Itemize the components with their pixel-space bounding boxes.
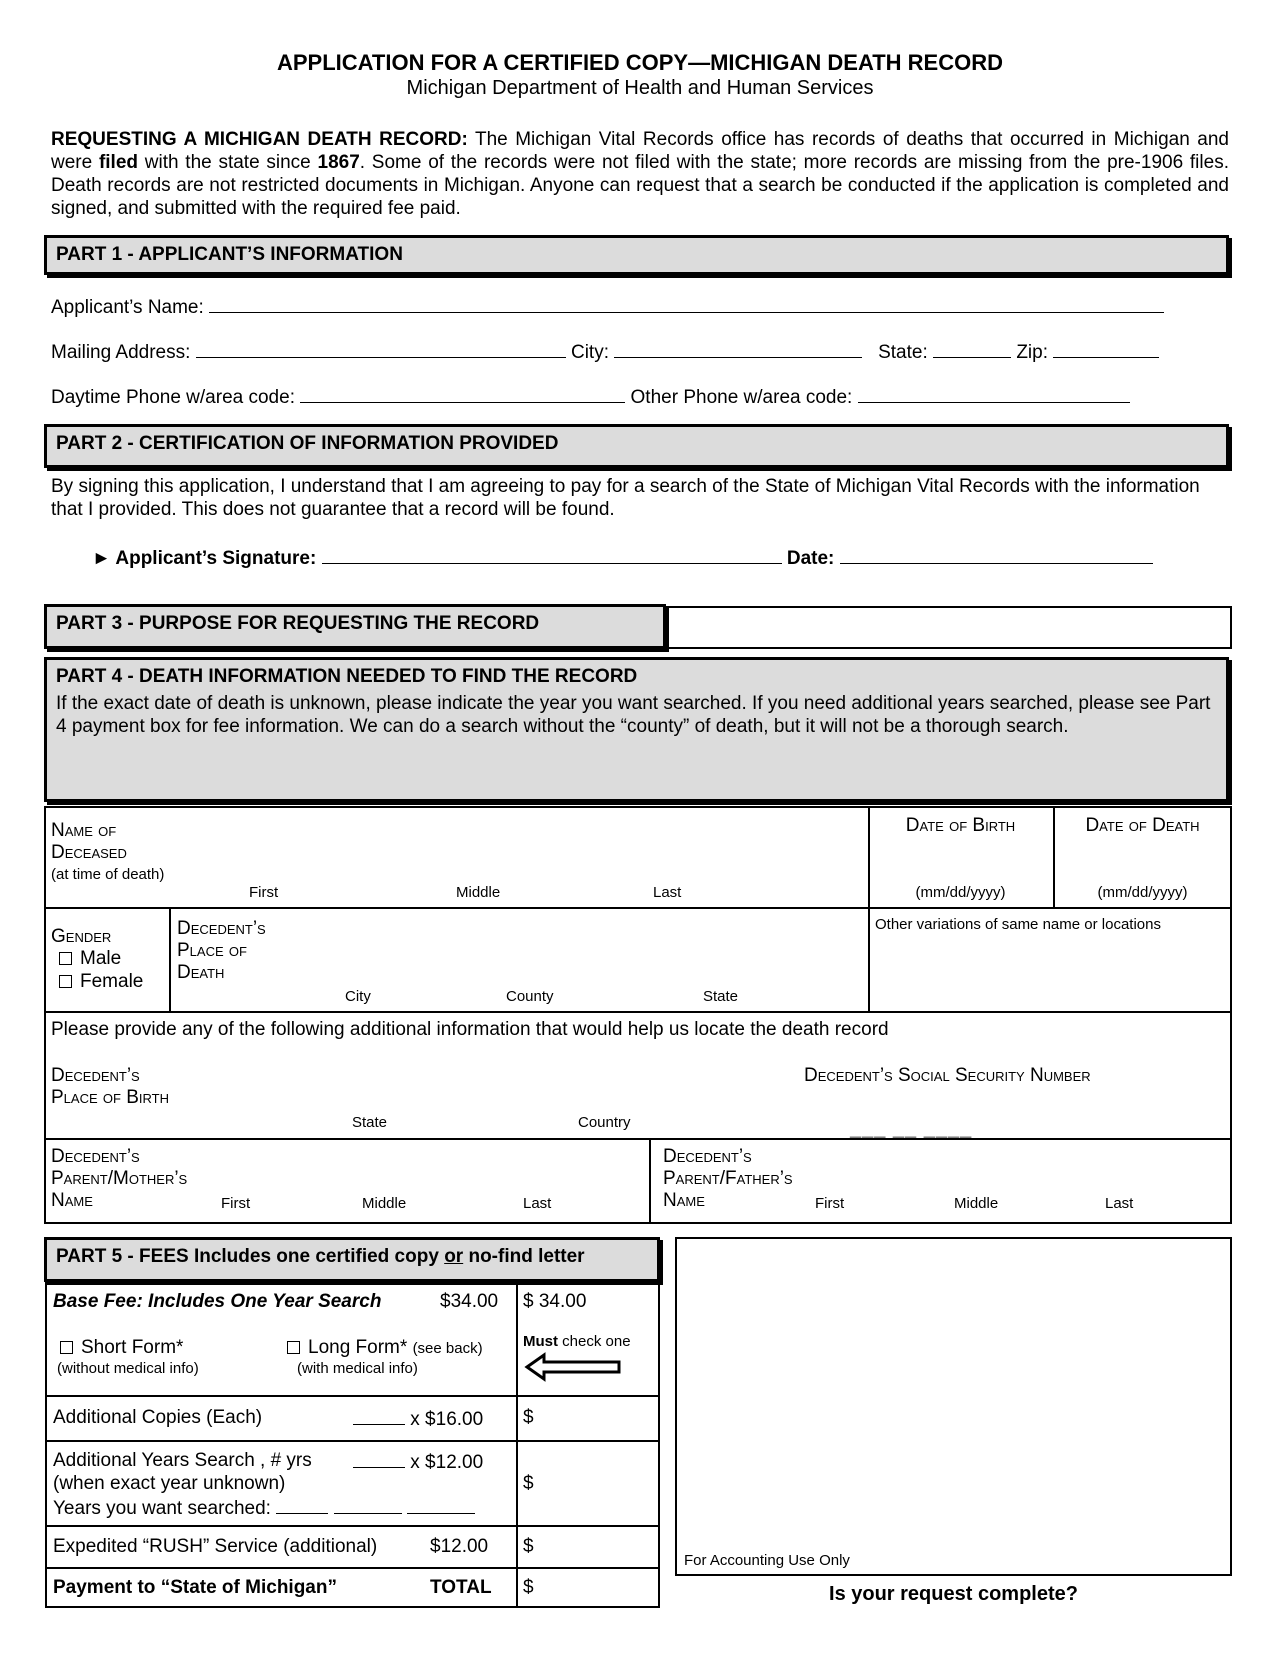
arrow-left-icon [524,1352,622,1382]
label: TOTAL [430,1577,492,1598]
label: Last [653,884,682,901]
part1-header: PART 1 - APPLICANT’S INFORMATION [44,235,1229,275]
label: check one [558,1333,631,1350]
copies-amount[interactable]: $ [523,1407,534,1428]
label: Zip: [1016,342,1048,363]
label: Decedent’s [177,918,266,939]
label: Middle [456,884,501,901]
address-row[interactable] [51,340,1159,364]
accounting-label: For Accounting Use Only [684,1552,850,1569]
label: Country [578,1114,631,1131]
label: Female [80,971,144,992]
intro-year: 1867 [317,152,360,173]
label: First [815,1195,845,1212]
checkbox-icon [59,975,72,988]
label: City [345,988,371,1005]
page-title: APPLICATION FOR A CERTIFIED COPY—MICHIGAN DEATH RECORD [277,50,1003,75]
place-of-birth-field[interactable] [51,1065,169,1109]
rush-amount[interactable]: $ [523,1536,534,1557]
label: (without medical info) [57,1360,199,1377]
label: Place of [177,940,247,961]
label: Middle [362,1195,407,1212]
part3-header: PART 3 - PURPOSE FOR REQUESTING THE RECORD [44,604,666,649]
female-checkbox[interactable] [59,971,143,993]
label: Includes one certified copy [188,1246,445,1267]
part4-title: PART 4 - DEATH INFORMATION NEEDED TO FIND THE RECORD [56,666,638,687]
mother-name-field[interactable] [51,1146,187,1212]
purpose-field[interactable] [665,606,1232,649]
label: Short Form* [81,1337,184,1358]
label: Years you want searched: [53,1498,271,1519]
label: Mailing Address: [51,342,191,363]
label: City: [570,342,609,363]
label: Must [523,1333,558,1350]
label: (with medical info) [297,1360,418,1377]
intro-lead: REQUESTING A MICHIGAN DEATH RECORD: [51,129,468,150]
intro-filed: filed [98,152,138,173]
intro-text: . Some of the records were not filed with the state; more records are missing from the pre-1906 files. Death records are not restricted documents in Michigan. Anyone can request that a search be conducted if the application is completed and signed, and submitted with the required fee paid. [51,152,1229,219]
label: Name [51,1190,93,1211]
label: Name of [51,820,117,841]
label: Applicant’s Name: [51,297,204,318]
label: ► Applicant’s Signature: [92,548,317,569]
label: State [352,1114,388,1131]
label: x $16.00 [410,1409,484,1430]
label: Last [1105,1195,1134,1212]
page-subtitle: Michigan Department of Health and Human Services [406,77,874,99]
label: Decedent’s [51,1146,140,1167]
base-fee-price: $34.00 [440,1291,499,1312]
label: (mm/dd/yyyy) [915,884,1006,901]
label: Other Phone w/area code: [630,387,853,408]
intro-text: The Michigan Vital Records office has records of deaths that occurred in Michigan and were [51,129,1230,173]
label: Daytime Phone w/area code: [51,387,295,408]
other-variations-field[interactable]: Other variations of same name or locations [875,916,1161,933]
label: no-find letter [463,1246,585,1267]
part5-header [44,1237,660,1282]
male-checkbox[interactable] [59,948,121,970]
label: Middle [954,1195,999,1212]
label: Decedent’s [663,1146,752,1167]
label: $12.00 [430,1536,489,1557]
phone-row[interactable] [51,385,1130,409]
label: Male [80,948,122,969]
part4-header [44,657,1229,802]
must-check-one [523,1333,631,1350]
label: Name [663,1190,705,1211]
signature-row[interactable] [92,546,1153,570]
label: State [703,988,739,1005]
checkbox-icon [59,952,72,965]
label: Gender [51,926,112,947]
label: Parent/Mother’s [51,1168,188,1189]
label: (at time of death) [51,866,165,883]
checkbox-icon [60,1341,73,1354]
date-of-death-field[interactable]: Date of Death [1085,815,1200,836]
label: Death [177,962,225,983]
label: (mm/dd/yyyy) [1097,884,1188,901]
checkbox-icon [287,1341,300,1354]
label: Place of Birth [51,1087,170,1108]
label: Additional Copies (Each) [53,1407,263,1428]
copies-count-field[interactable] [353,1407,483,1431]
label: First [221,1195,251,1212]
label: (when exact year unknown) [53,1473,286,1494]
label: (see back) [412,1340,483,1357]
label: x $12.00 [410,1452,484,1473]
label: County [506,988,554,1005]
label: Decedent’s [51,1065,140,1086]
label: First [249,884,279,901]
label: PART 5 - FEES [56,1246,189,1267]
label: or [444,1246,464,1267]
part2-header: PART 2 - CERTIFICATION OF INFORMATION PROVIDED [44,424,1229,468]
part4-text: If the exact date of death is unknown, please indicate the year you want searched. If you need additional years searched, please see Part 4 payment box for fee information. We can do a search without the “county” of death, but it will not be a thorough search. [56,693,1211,737]
total-amount[interactable]: $ [523,1577,534,1598]
fees-table [45,1282,660,1608]
date-of-birth-field[interactable]: Date of Birth [905,815,1016,836]
intro-paragraph [51,128,1229,220]
label: Expedited “RUSH” Service (additional) [53,1536,378,1557]
years-wanted-field[interactable] [53,1496,475,1520]
label: State: [878,342,928,363]
request-complete-text: Is your request complete? [829,1583,1078,1605]
label: Last [523,1195,552,1212]
base-fee-amount: $ 34.00 [523,1291,587,1312]
label: Long Form* [308,1337,408,1358]
father-name-field[interactable] [663,1146,793,1212]
label: Additional Years Search , # yrs [53,1450,312,1471]
deceased-name-field[interactable] [51,820,127,864]
ssn-field[interactable]: ___ __ ____ [850,1118,973,1140]
label: Parent/Father’s [663,1168,793,1189]
long-form-checkbox[interactable] [287,1337,483,1359]
intro-text: with the state since [138,152,318,173]
additional-info-text: Please provide any of the following additional information that would help us locate the death record [51,1019,889,1040]
certification-text: By signing this application, I understand that I am agreeing to pay for a search of the State of Michigan Vital Records with the information that I provided. This does not guarantee that a record will be found. [51,476,1200,520]
label: Decedent’s Social Security Number [804,1065,1091,1086]
label: Deceased [51,842,127,863]
base-fee-label: Base Fee: Includes One Year Search [53,1291,382,1312]
label: Date: [786,548,835,569]
years-count-field[interactable] [353,1450,483,1474]
applicant-name-field[interactable] [51,295,1164,319]
accounting-box [675,1237,1232,1576]
place-of-death-field[interactable] [177,918,266,984]
years-amount[interactable]: $ [523,1473,534,1494]
short-form-checkbox[interactable] [60,1337,183,1359]
label: Payment to “State of Michigan” [53,1577,337,1598]
